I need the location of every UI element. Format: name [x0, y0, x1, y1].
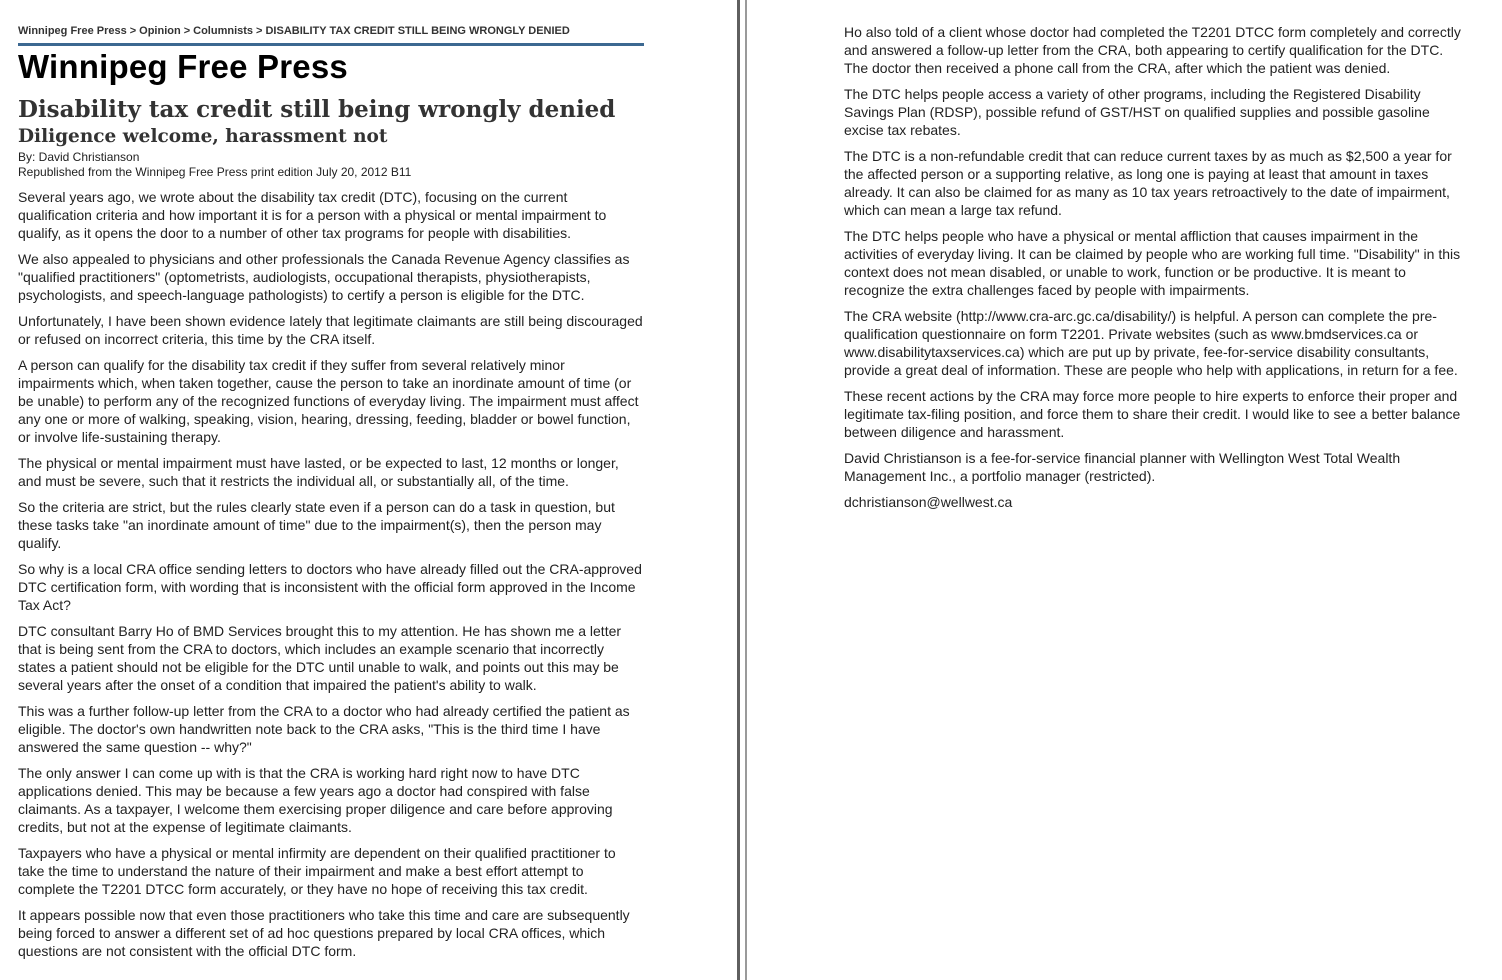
article-paragraph: The CRA website (http://www.cra-arc.gc.ca/disability/) is helpful. A person can complete the pre-qualification questionnaire on form T2201. Private websites (such as www.bmdservices.ca or www.disabilitytaxservices.ca) which are put up by private, fee-for-service disability consultants, provide a great deal of information. These are people who help with applications, in return for a fee.	[844, 308, 1458, 378]
article-paragraph: This was a further follow-up letter from the CRA to a doctor who had already certified the patient as eligible. The doctor's own handwritten note back to the CRA asks, "This is the third time I have answered the same question -- why?"	[18, 703, 630, 755]
breadcrumb-columnists-link[interactable]: Columnists	[193, 25, 254, 37]
breadcrumb-current: DISABILITY TAX CREDIT STILL BEING WRONGLY DENIED	[265, 25, 570, 37]
article-paragraph: These recent actions by the CRA may force more people to hire experts to enforce their proper and legitimate tax-filing position, and force them to share their credit. I would like to see a better balance between diligence and harassment.	[844, 388, 1461, 440]
right-page	[748, 0, 1502, 980]
article-subheadline: Diligence welcome, harassment not	[18, 126, 388, 147]
article-paragraph: So the criteria are strict, but the rules clearly state even if a person can do a task in question, but these tasks take "an inordinate amount of time" due to the impairment(s), then the person may qualify.	[18, 499, 615, 551]
author-email-paragraph	[844, 493, 1466, 511]
breadcrumb-separator: >	[129, 25, 137, 37]
article-paragraph: So why is a local CRA office sending letters to doctors who have already filled out the CRA-approved DTC certification form, with wording that is inconsistent with the official form approved in the Income Tax Act?	[18, 561, 642, 613]
article-paragraph: The DTC helps people access a variety of other programs, including the Registered Disability Savings Plan (RDSP), possible refund of GST/HST on qualified supplies and possible gasoline excise tax rebates.	[844, 86, 1430, 138]
article-paragraph: Taxpayers who have a physical or mental infirmity are dependent on their qualified practitioner to take the time to understand the nature of their impairment and make a best effort attempt to complete the T2201 DTCC form accurately, or they have no hope of receiving this tax credit.	[18, 845, 616, 897]
article-body-right	[844, 23, 1466, 519]
page-divider	[737, 0, 740, 980]
author-bio: David Christianson is a fee-for-service financial planner with Wellington West Total Wealth Management Inc., a portfolio manager (restricted).	[844, 450, 1401, 484]
article-paragraph: DTC consultant Barry Ho of BMD Services brought this to my attention. He has shown me a letter that is being sent from the CRA to doctors, which includes an example scenario that incorrectly states a patient should not be eligible for the DTC until unable to walk, and points out this may be several years after the onset of a condition that impaired the patient's ability to walk.	[18, 623, 622, 693]
article-paragraph: A person can qualify for the disability tax credit if they suffer from several relatively minor impairments which, when taken together, cause the person to take an inordinate amount of time (or be unable) to perform any of the recognized functions of everyday living. The impairment must affect any one or more of walking, speaking, vision, hearing, dressing, feeding, bladder or bowel function, or involve life-sustaining therapy.	[18, 357, 639, 445]
article-paragraph: Several years ago, we wrote about the disability tax credit (DTC), focusing on the current qualification criteria and how important it is for a person with a physical or mental impairment to qualify, as it opens the door to a number of other tax programs for people with disabilities.	[18, 189, 607, 241]
article-paragraph: It appears possible now that even those practitioners who take this time and care are subsequently being forced to answer a different set of ad hoc questions prepared by local CRA offices, which questions are not consistent with the official DTC form.	[18, 907, 630, 959]
breadcrumb	[18, 24, 644, 46]
article-byline: By: David Christianson	[18, 150, 140, 164]
article-paragraph: The DTC is a non-refundable credit that can reduce current taxes by as much as $2,500 a year for the affected person or a supporting relative, as long one is paying at least that amount in taxes already. It can also be claimed for as many as 10 tax years retroactively to the date of impairment, which can mean a large tax refund.	[844, 148, 1452, 218]
left-page	[0, 0, 737, 980]
article-body-left	[18, 188, 644, 960]
masthead-title: Winnipeg Free Press	[18, 48, 348, 85]
article-paragraph: The DTC helps people who have a physical or mental affliction that causes impairment in the activities of everyday living. It can be claimed by people who are working full time. "Disability" in this context does not mean disabled, or unable to work, function or be productive. It is meant to recognize the extra challenges faced by people with impairments.	[844, 228, 1461, 298]
page-divider-shadow	[745, 0, 747, 980]
article-paragraph: Ho also told of a client whose doctor had completed the T2201 DTCC form completely and correctly and answered a follow-up letter from the CRA, both appearing to certify qualification for the DTC. The doctor then received a phone call from the CRA, after which the patient was denied.	[844, 24, 1461, 76]
breadcrumb-separator: >	[256, 25, 263, 37]
breadcrumb-opinion-link[interactable]: Opinion	[139, 25, 181, 37]
author-email-link[interactable]: dchristianson@wellwest.ca	[844, 494, 1013, 510]
breadcrumb-home-link[interactable]: Winnipeg Free Press	[18, 25, 127, 37]
article-paragraph: The physical or mental impairment must have lasted, or be expected to last, 12 months or longer, and must be severe, such that it restricts the individual all, or substantially all, of the time.	[18, 455, 619, 489]
article-paragraph: We also appealed to physicians and other professionals the Canada Revenue Agency classifies as "qualified practitioners" (optometrists, audiologists, occupational therapists, physiotherapists, psychologists, and speech-language pathologists) to certify a person is eligible for the DTC.	[18, 251, 630, 303]
article-paragraph: The only answer I can come up with is that the CRA is working hard right now to have DTC applications denied. This may be because a few years ago a doctor had conspired with false claimants. As a taxpayer, I welcome them exercising proper diligence and care before approving credits, but not at the expense of legitimate claimants.	[18, 765, 613, 835]
article-paragraph: Unfortunately, I have been shown evidence lately that legitimate claimants are still being discouraged or refused on incorrect criteria, this time by the CRA itself.	[18, 313, 643, 347]
article-republished-note: Republished from the Winnipeg Free Press print edition July 20, 2012 B11	[18, 165, 412, 179]
breadcrumb-separator: >	[183, 25, 191, 37]
article-headline: Disability tax credit still being wrongly denied	[18, 96, 616, 123]
left-page-content	[18, 24, 644, 968]
